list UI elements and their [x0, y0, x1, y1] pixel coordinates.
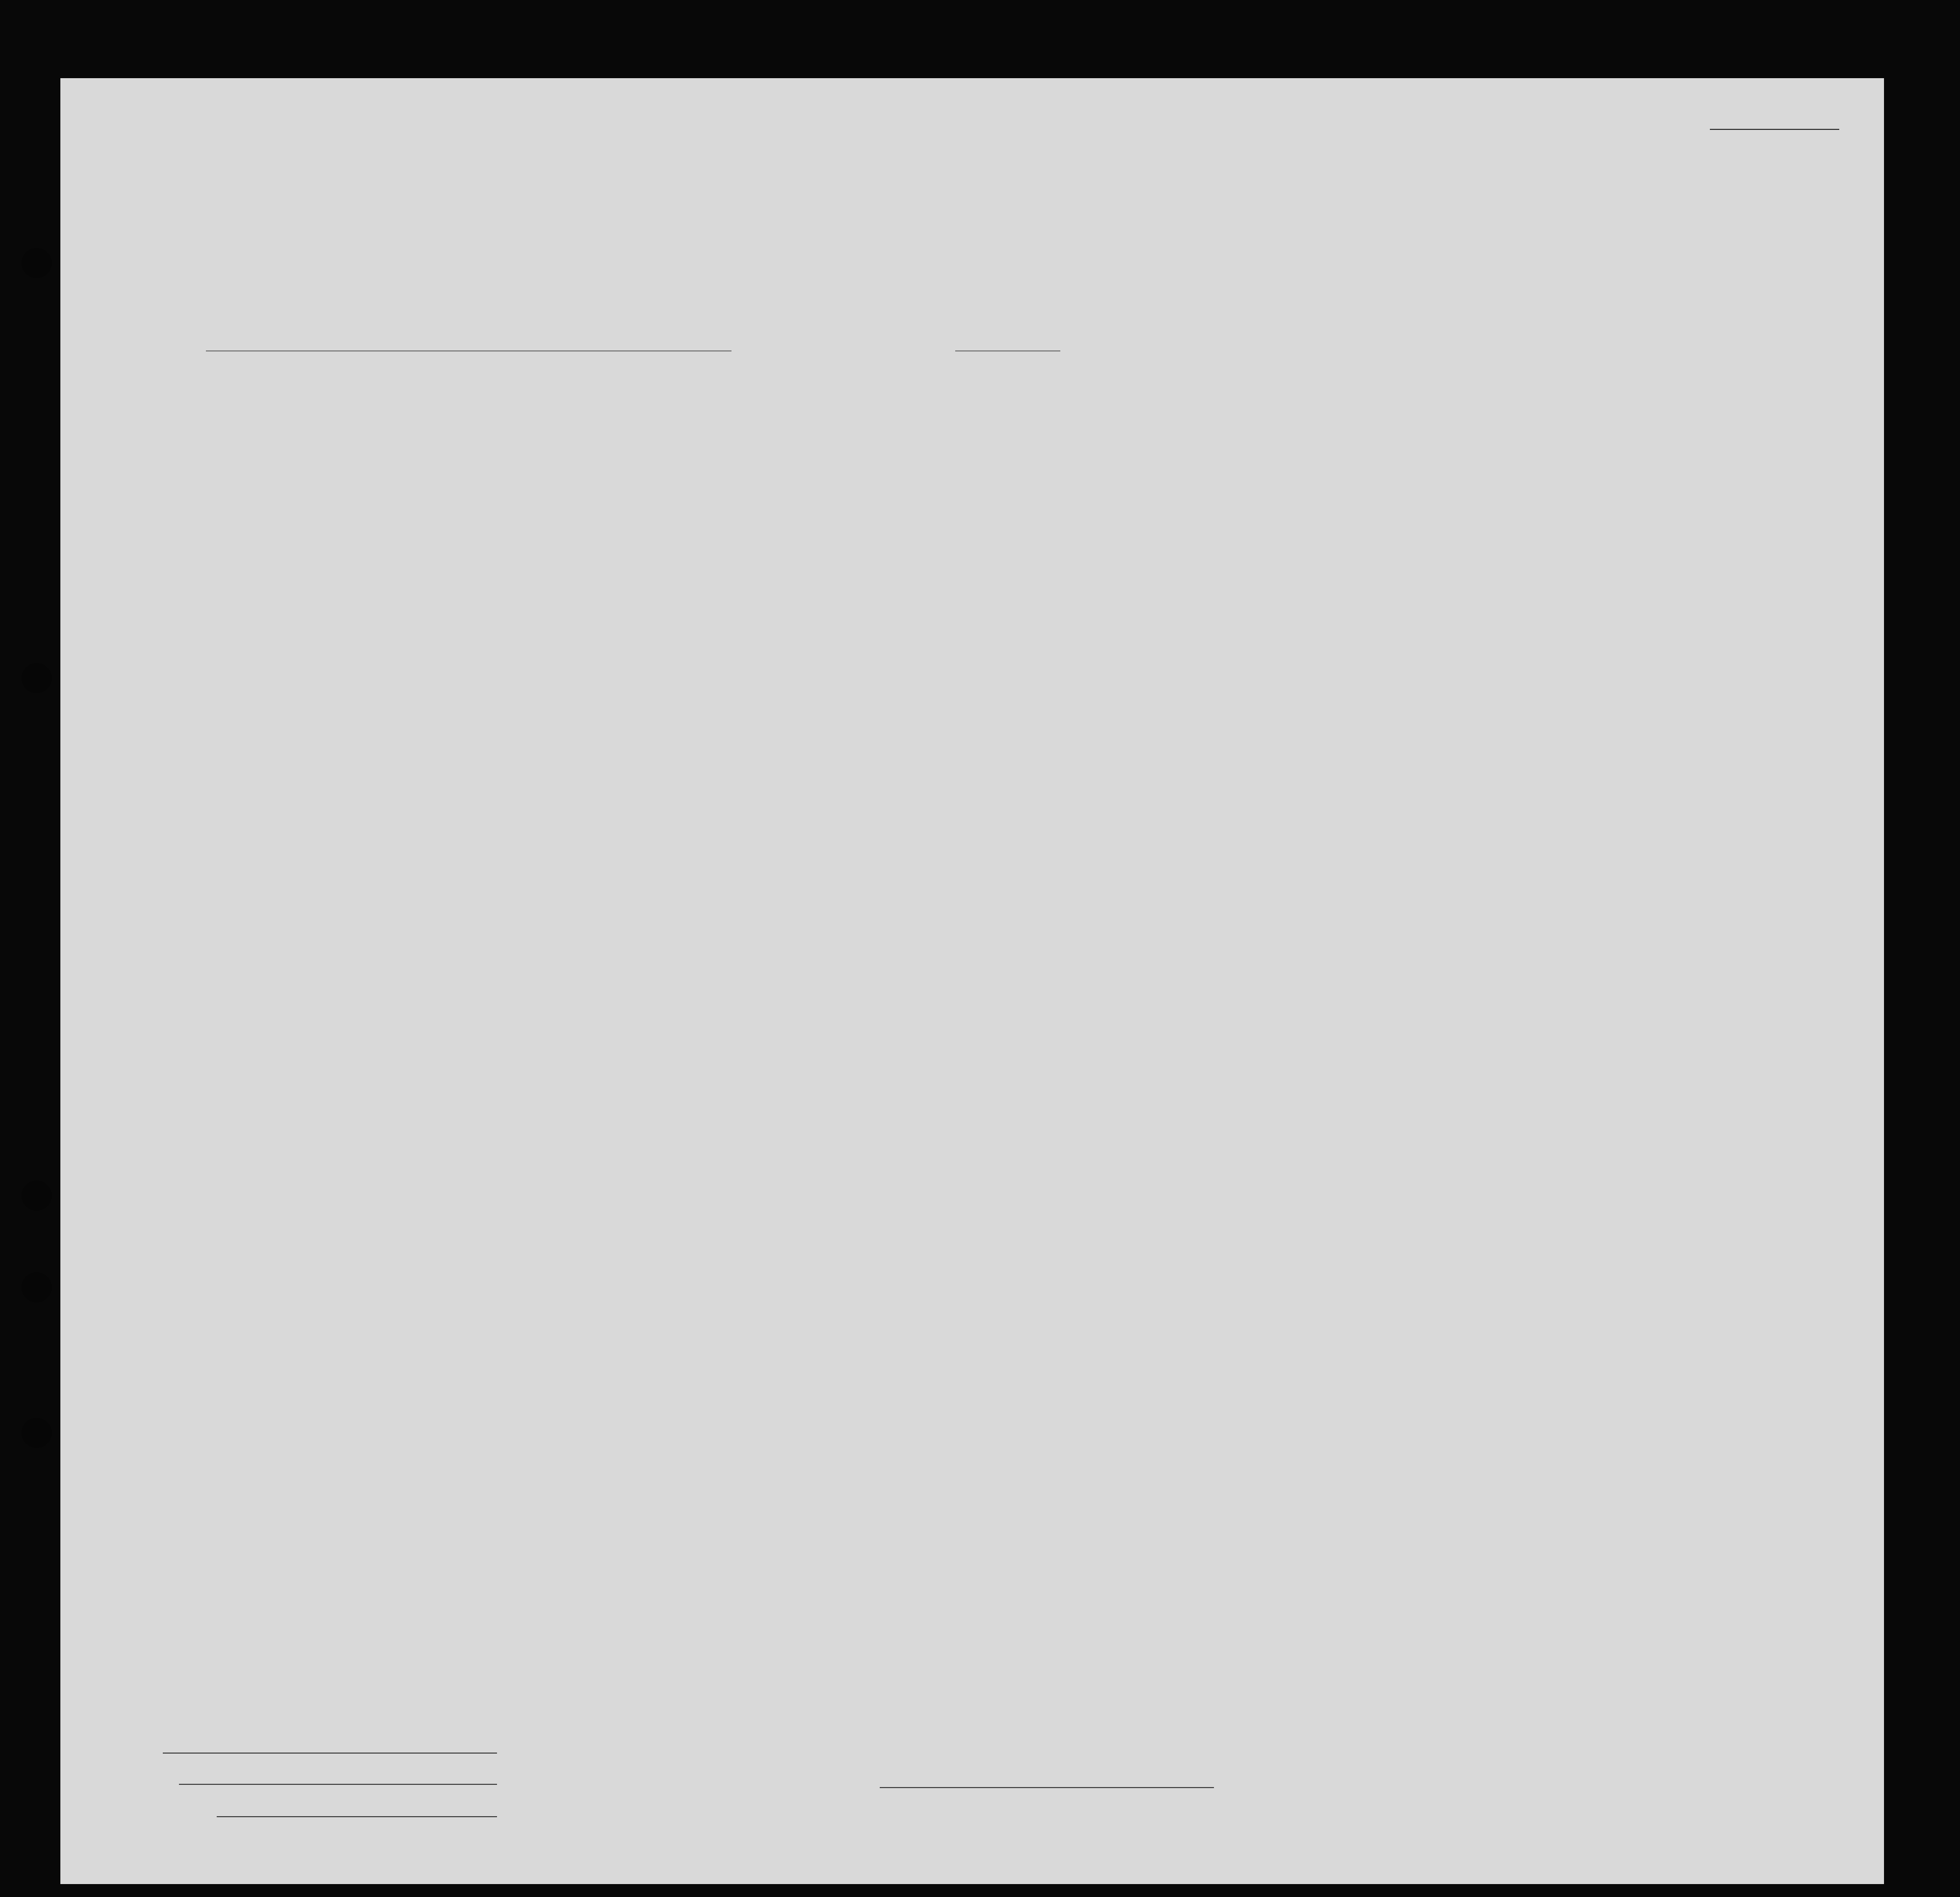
sheet-number-underline [1710, 129, 1839, 130]
manifest-sheet [60, 78, 1884, 1884]
punch-hole [22, 1272, 52, 1302]
signature-underline [880, 1787, 1214, 1788]
sheet-number-block [1656, 89, 1850, 132]
inspector-block [880, 1728, 1257, 1836]
name-subheader-rule [206, 350, 731, 351]
voyage-line [60, 245, 1884, 283]
punch-hole [22, 1181, 52, 1211]
punch-hole [22, 663, 52, 693]
punch-hole [22, 248, 52, 278]
punch-hole [22, 1418, 52, 1448]
agents-underline [217, 1816, 497, 1817]
owners-underline [179, 1784, 497, 1785]
crew-table [120, 288, 1858, 1744]
footer-left [125, 1717, 610, 1825]
shipped-subheader-rule [955, 350, 1060, 351]
line-underline [163, 1753, 497, 1754]
notes-block [1300, 1765, 1758, 1769]
